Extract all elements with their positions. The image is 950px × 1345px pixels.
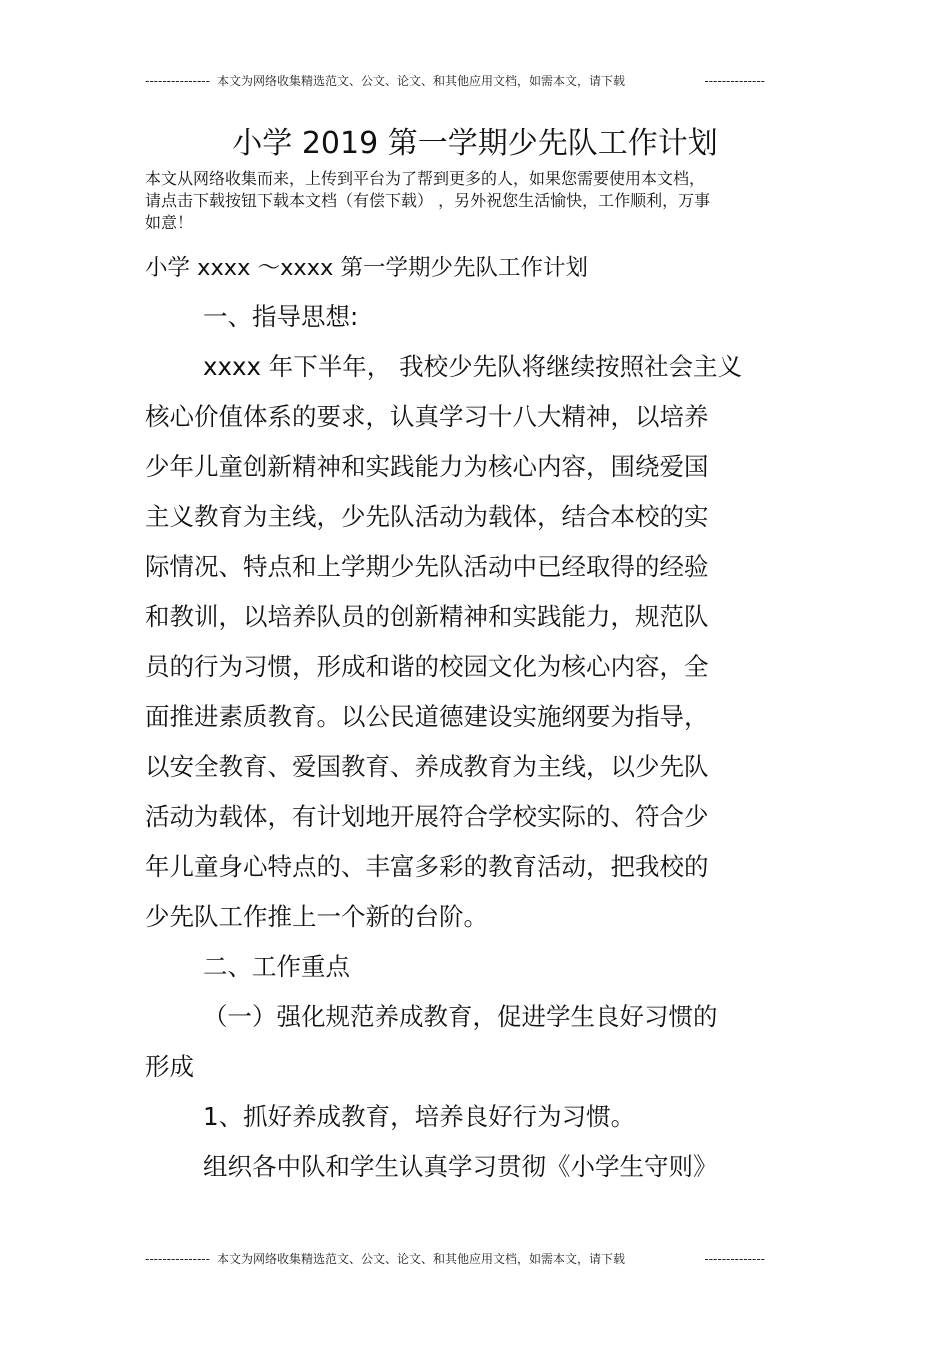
footer-dashes-left: --------------- — [145, 1252, 210, 1266]
item-body-line: 组织各中队和学生认真学习贯彻《小学生守则》 — [203, 1152, 718, 1181]
section-heading-work-focus: 二、工作重点 — [203, 952, 350, 981]
paragraph-line: 面推进素质教育。以公民道德建设实施纲要为指导， — [145, 702, 709, 731]
page-header — [145, 71, 765, 91]
download-notice — [145, 168, 790, 234]
paragraph-line: 核心价值体系的要求，认真学习十八大精神，以培养 — [145, 402, 709, 431]
paragraph-line: xxxx 年下半年， 我校少先队将继续按照社会主义 — [203, 352, 743, 381]
page-footer — [145, 1249, 765, 1269]
notice-line: 如意！ — [145, 213, 194, 232]
header-text: 本文为网络收集精选范文、公文、论文、和其他应用文档，如需本文，请下载 — [217, 74, 626, 88]
paragraph-line: 活动为载体，有计划地开展符合学校实际的、符合少 — [145, 802, 709, 831]
paragraph-line: 少先队工作推上一个新的台阶。 — [145, 902, 488, 931]
footer-text: 本文为网络收集精选范文、公文、论文、和其他应用文档，如需本文，请下载 — [217, 1252, 626, 1266]
plan-subtitle: 小学 xxxx ～xxxx 第一学期少先队工作计划 — [145, 255, 588, 281]
footer-dashes-right: -------------- — [704, 1252, 765, 1266]
item-heading: 1、抓好养成教育，培养良好行为习惯。 — [203, 1102, 636, 1131]
section-heading-guiding-thought: 一、指导思想: — [203, 302, 359, 331]
paragraph-line: 年儿童身心特点的、丰富多彩的教育活动，把我校的 — [145, 852, 709, 881]
notice-line: 请点击下载按钮下载本文档（有偿下载） ，另外祝您生活愉快，工作顺利，万事 — [145, 191, 711, 210]
paragraph-line: 少年儿童创新精神和实践能力为核心内容，围绕爱国 — [145, 452, 709, 481]
subsection-heading-line: 形成 — [145, 1052, 194, 1081]
paragraph-line: 际情况、特点和上学期少先队活动中已经取得的经验 — [145, 552, 709, 581]
subsection-heading-line: （一）强化规范养成教育，促进学生良好习惯的 — [203, 1002, 718, 1031]
paragraph-line: 主义教育为主线，少先队活动为载体，结合本校的实 — [145, 502, 709, 531]
notice-line: 本文从网络收集而来，上传到平台为了帮到更多的人，如果您需要使用本文档， — [145, 169, 706, 188]
paragraph-line: 员的行为习惯，形成和谐的校园文化为核心内容，全 — [145, 652, 709, 681]
document-title: 小学 2019 第一学期少先队工作计划 — [232, 126, 718, 161]
paragraph-line: 和教训，以培养队员的创新精神和实践能力，规范队 — [145, 602, 709, 631]
header-dashes-right: -------------- — [704, 74, 765, 88]
header-dashes-left: --------------- — [145, 74, 210, 88]
paragraph-line: 以安全教育、爱国教育、养成教育为主线，以少先队 — [145, 752, 709, 781]
